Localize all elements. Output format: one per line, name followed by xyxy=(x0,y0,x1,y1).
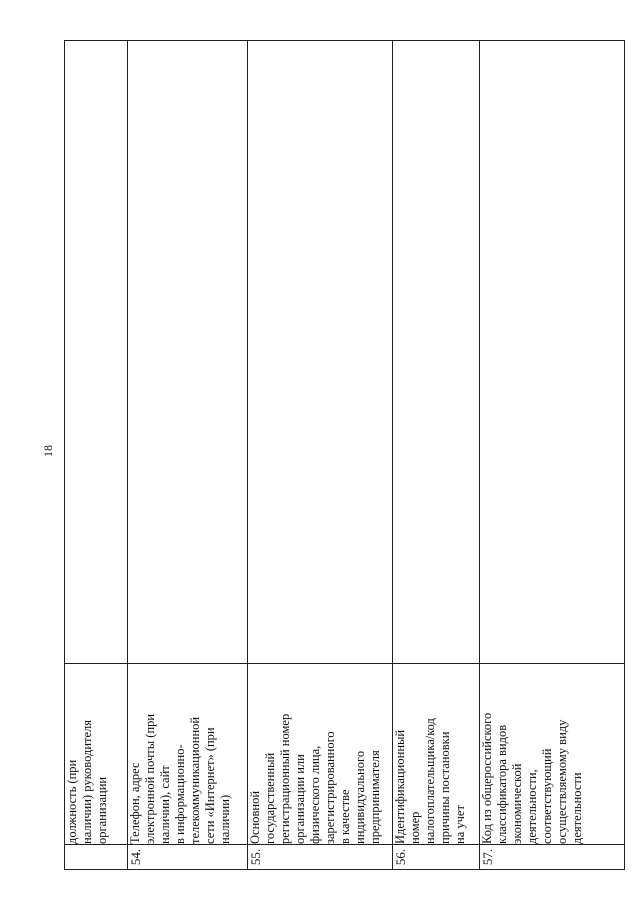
label-line: Телефон, адрес xyxy=(128,762,142,844)
label-line: осуществляемому виду xyxy=(555,719,569,844)
label-line: сети «Интернет» (при xyxy=(203,727,217,844)
label-line: наличии) xyxy=(218,794,232,844)
label-line: телекоммуникационной xyxy=(188,716,202,844)
table-row xyxy=(480,41,625,870)
label-line: должность (при xyxy=(65,759,79,844)
row-value-cell xyxy=(480,41,625,664)
table-row xyxy=(393,41,480,870)
row-number: 56. xyxy=(393,845,480,870)
label-line: на учет xyxy=(453,805,467,844)
label-line: Идентификационный xyxy=(393,729,407,844)
label-line: индивидуального xyxy=(353,750,367,844)
page-number: 18 xyxy=(41,445,55,457)
table-row xyxy=(128,41,248,870)
table-row xyxy=(248,41,393,870)
row-value-cell xyxy=(393,41,480,664)
label-line: в информационно- xyxy=(173,744,187,844)
label-line: регистрационный номер xyxy=(278,713,292,844)
label-line: деятельности, xyxy=(525,769,539,844)
row-number: 55. xyxy=(248,845,393,870)
row-value-cell xyxy=(248,41,393,664)
row-number xyxy=(65,845,128,870)
label-line: Код из общероссийского xyxy=(480,712,494,844)
row-label xyxy=(480,664,625,845)
label-line: номер xyxy=(408,811,422,844)
row-number: 54. xyxy=(128,845,248,870)
label-line: зарегистрированного xyxy=(323,731,337,844)
label-line: организации xyxy=(95,776,109,844)
label-line: наличии), сайт xyxy=(158,765,172,844)
row-label xyxy=(128,664,248,845)
label-line: классификатора видов xyxy=(495,724,509,844)
form-table xyxy=(64,40,625,870)
label-line: Основной xyxy=(248,790,262,844)
table-row xyxy=(65,41,128,870)
label-line: экономической xyxy=(510,763,524,844)
label-line: в качестве xyxy=(338,789,352,844)
label-line: причины постановки xyxy=(438,731,452,844)
label-line: предпринимателя xyxy=(368,750,382,844)
row-label xyxy=(248,664,393,845)
label-line: организации или xyxy=(293,754,307,844)
label-line: электронной почты (при xyxy=(143,713,157,844)
row-label xyxy=(65,664,128,845)
label-line: физического лица, xyxy=(308,745,322,844)
label-line: государственный xyxy=(263,752,277,844)
label-line: налогоплательщика/код xyxy=(423,718,437,844)
row-value-cell xyxy=(128,41,248,664)
rotated-form-table-container xyxy=(64,40,624,870)
row-number: 57. xyxy=(480,845,625,870)
row-label xyxy=(393,664,480,845)
label-line: соответствующий xyxy=(540,748,554,844)
label-line: деятельности xyxy=(570,772,584,844)
label-line: наличии) руководителя xyxy=(80,719,94,844)
row-value-cell xyxy=(65,41,128,664)
